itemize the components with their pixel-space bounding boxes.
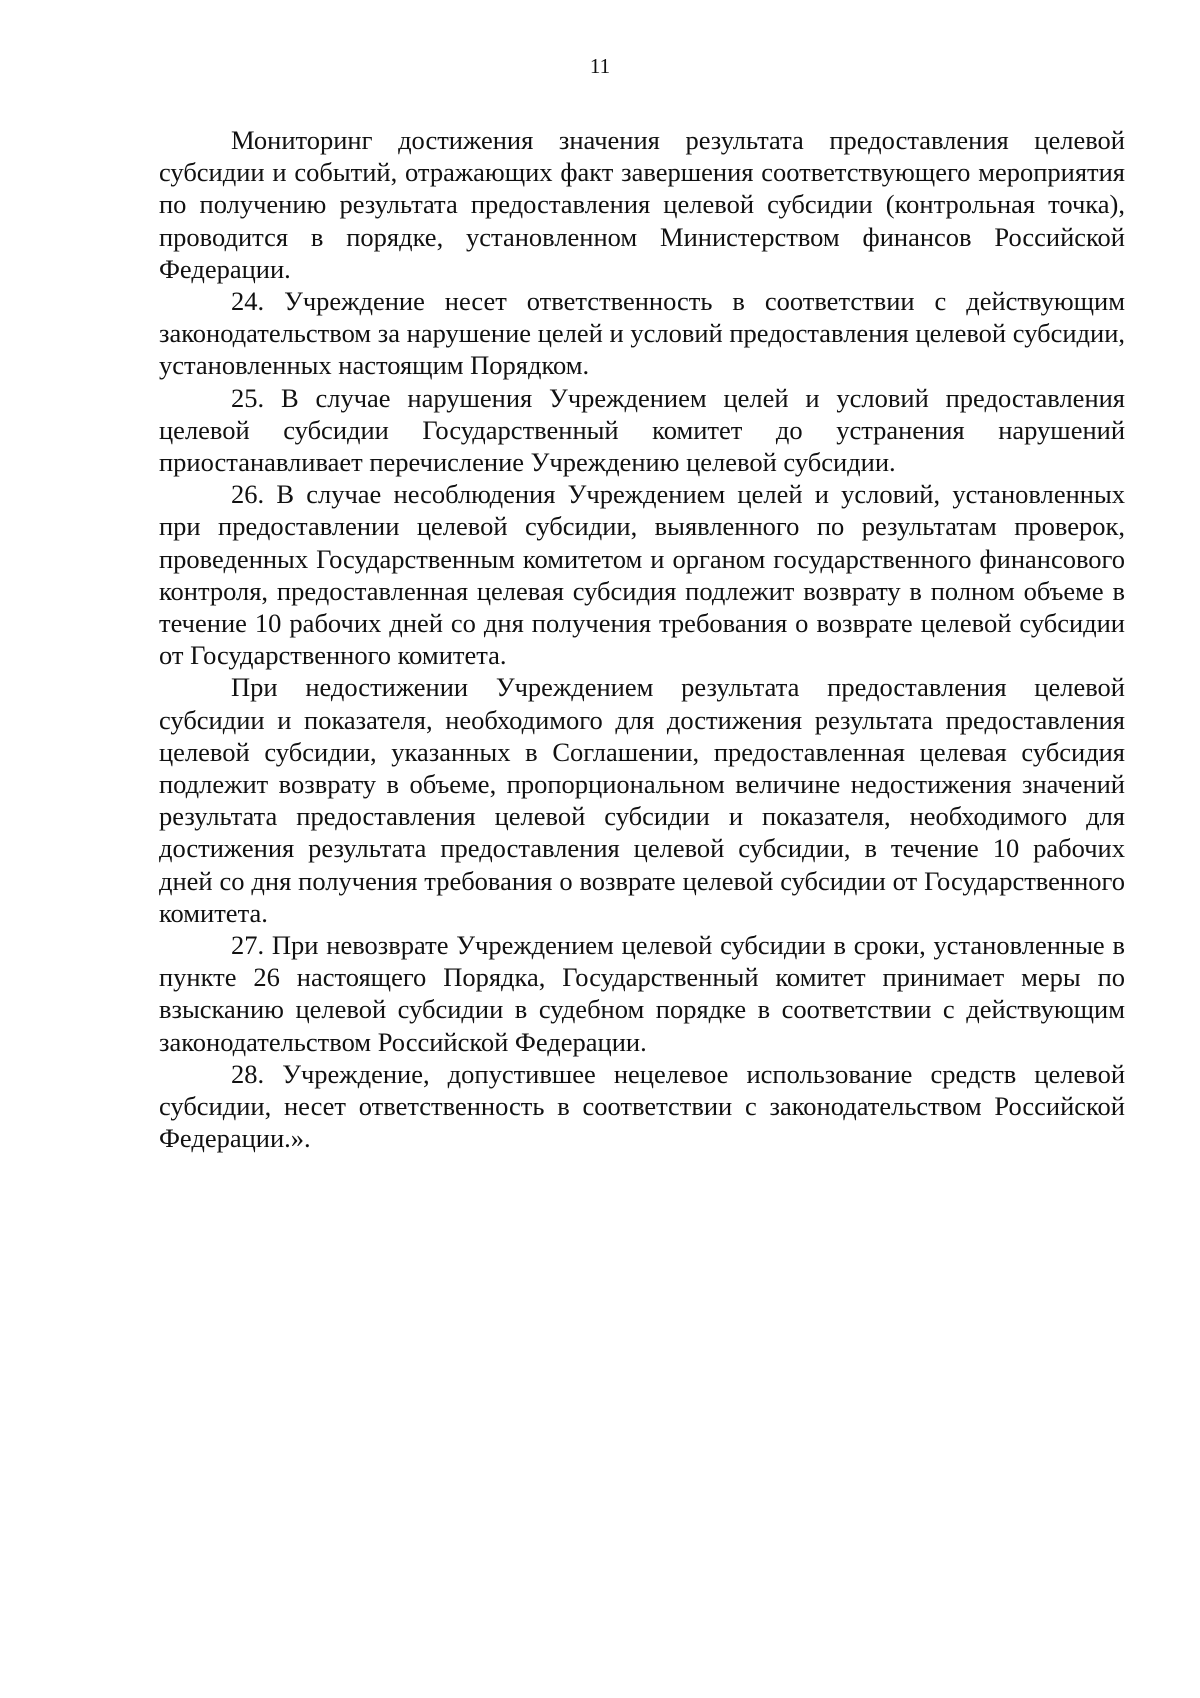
paragraph-monitoring: Мониторинг достижения значения результата предоставления целевой субсидии и событий, отражающих факт завершения соответствующего мероприятия по получению результата предоставления целевой субсидии (контрольная точка), проводится в порядке, установленном Министерством финансов Российской Федерации. — [159, 125, 1125, 284]
page-number: 11 — [589, 54, 611, 78]
paragraph-26: 26. В случае несоблюдения Учреждением целей и условий, установленных при предоставлении целевой субсидии, выявленного по результатам проверок, проведенных Государственным комитетом и органом государственного финансового контроля, предоставленная целевая субсидия подлежит возврату в полном объеме в течение 10 рабочих дней со дня получения требования о возврате целевой субсидии от Государственного комитета. — [159, 479, 1125, 671]
document-body — [159, 124, 1125, 1155]
paragraph-24: 24. Учреждение несет ответственность в соответствии с действующим законодательством за нарушение целей и условий предоставления целевой субсидии, установленных настоящим Порядком. — [159, 286, 1125, 381]
paragraph-25: 25. В случае нарушения Учреждением целей и условий предоставления целевой субсидии Государственный комитет до устранения нарушений приостанавливает перечисление Учреждению целевой субсидии. — [159, 382, 1125, 478]
paragraph-non-achievement: При недостижении Учреждением результата предоставления целевой субсидии и показателя, необходимого для достижения результата предоставления целевой субсидии, указанных в Соглашении, предоставленная целевая субсидия подлежит возврату в объеме, пропорциональном величине недостижения значений результата предоставления целевой субсидии и показателя, необходимого для достижения результата предоставления целевой субсидии, в течение 10 рабочих дней со дня получения требования о возврате целевой субсидии от Государственного комитета. — [159, 672, 1125, 928]
paragraph-27: 27. При невозврате Учреждением целевой субсидии в сроки, установленные в пункте 26 настоящего Порядка, Государственный комитет принимает меры по взысканию целевой субсидии в судебном порядке в соответствии с действующим законодательством Российской Федерации. — [159, 930, 1125, 1057]
paragraph-28: 28. Учреждение, допустившее нецелевое использование средств целевой субсидии, несет ответственность в соответствии с законодательством Российской Федерации.». — [159, 1058, 1125, 1154]
